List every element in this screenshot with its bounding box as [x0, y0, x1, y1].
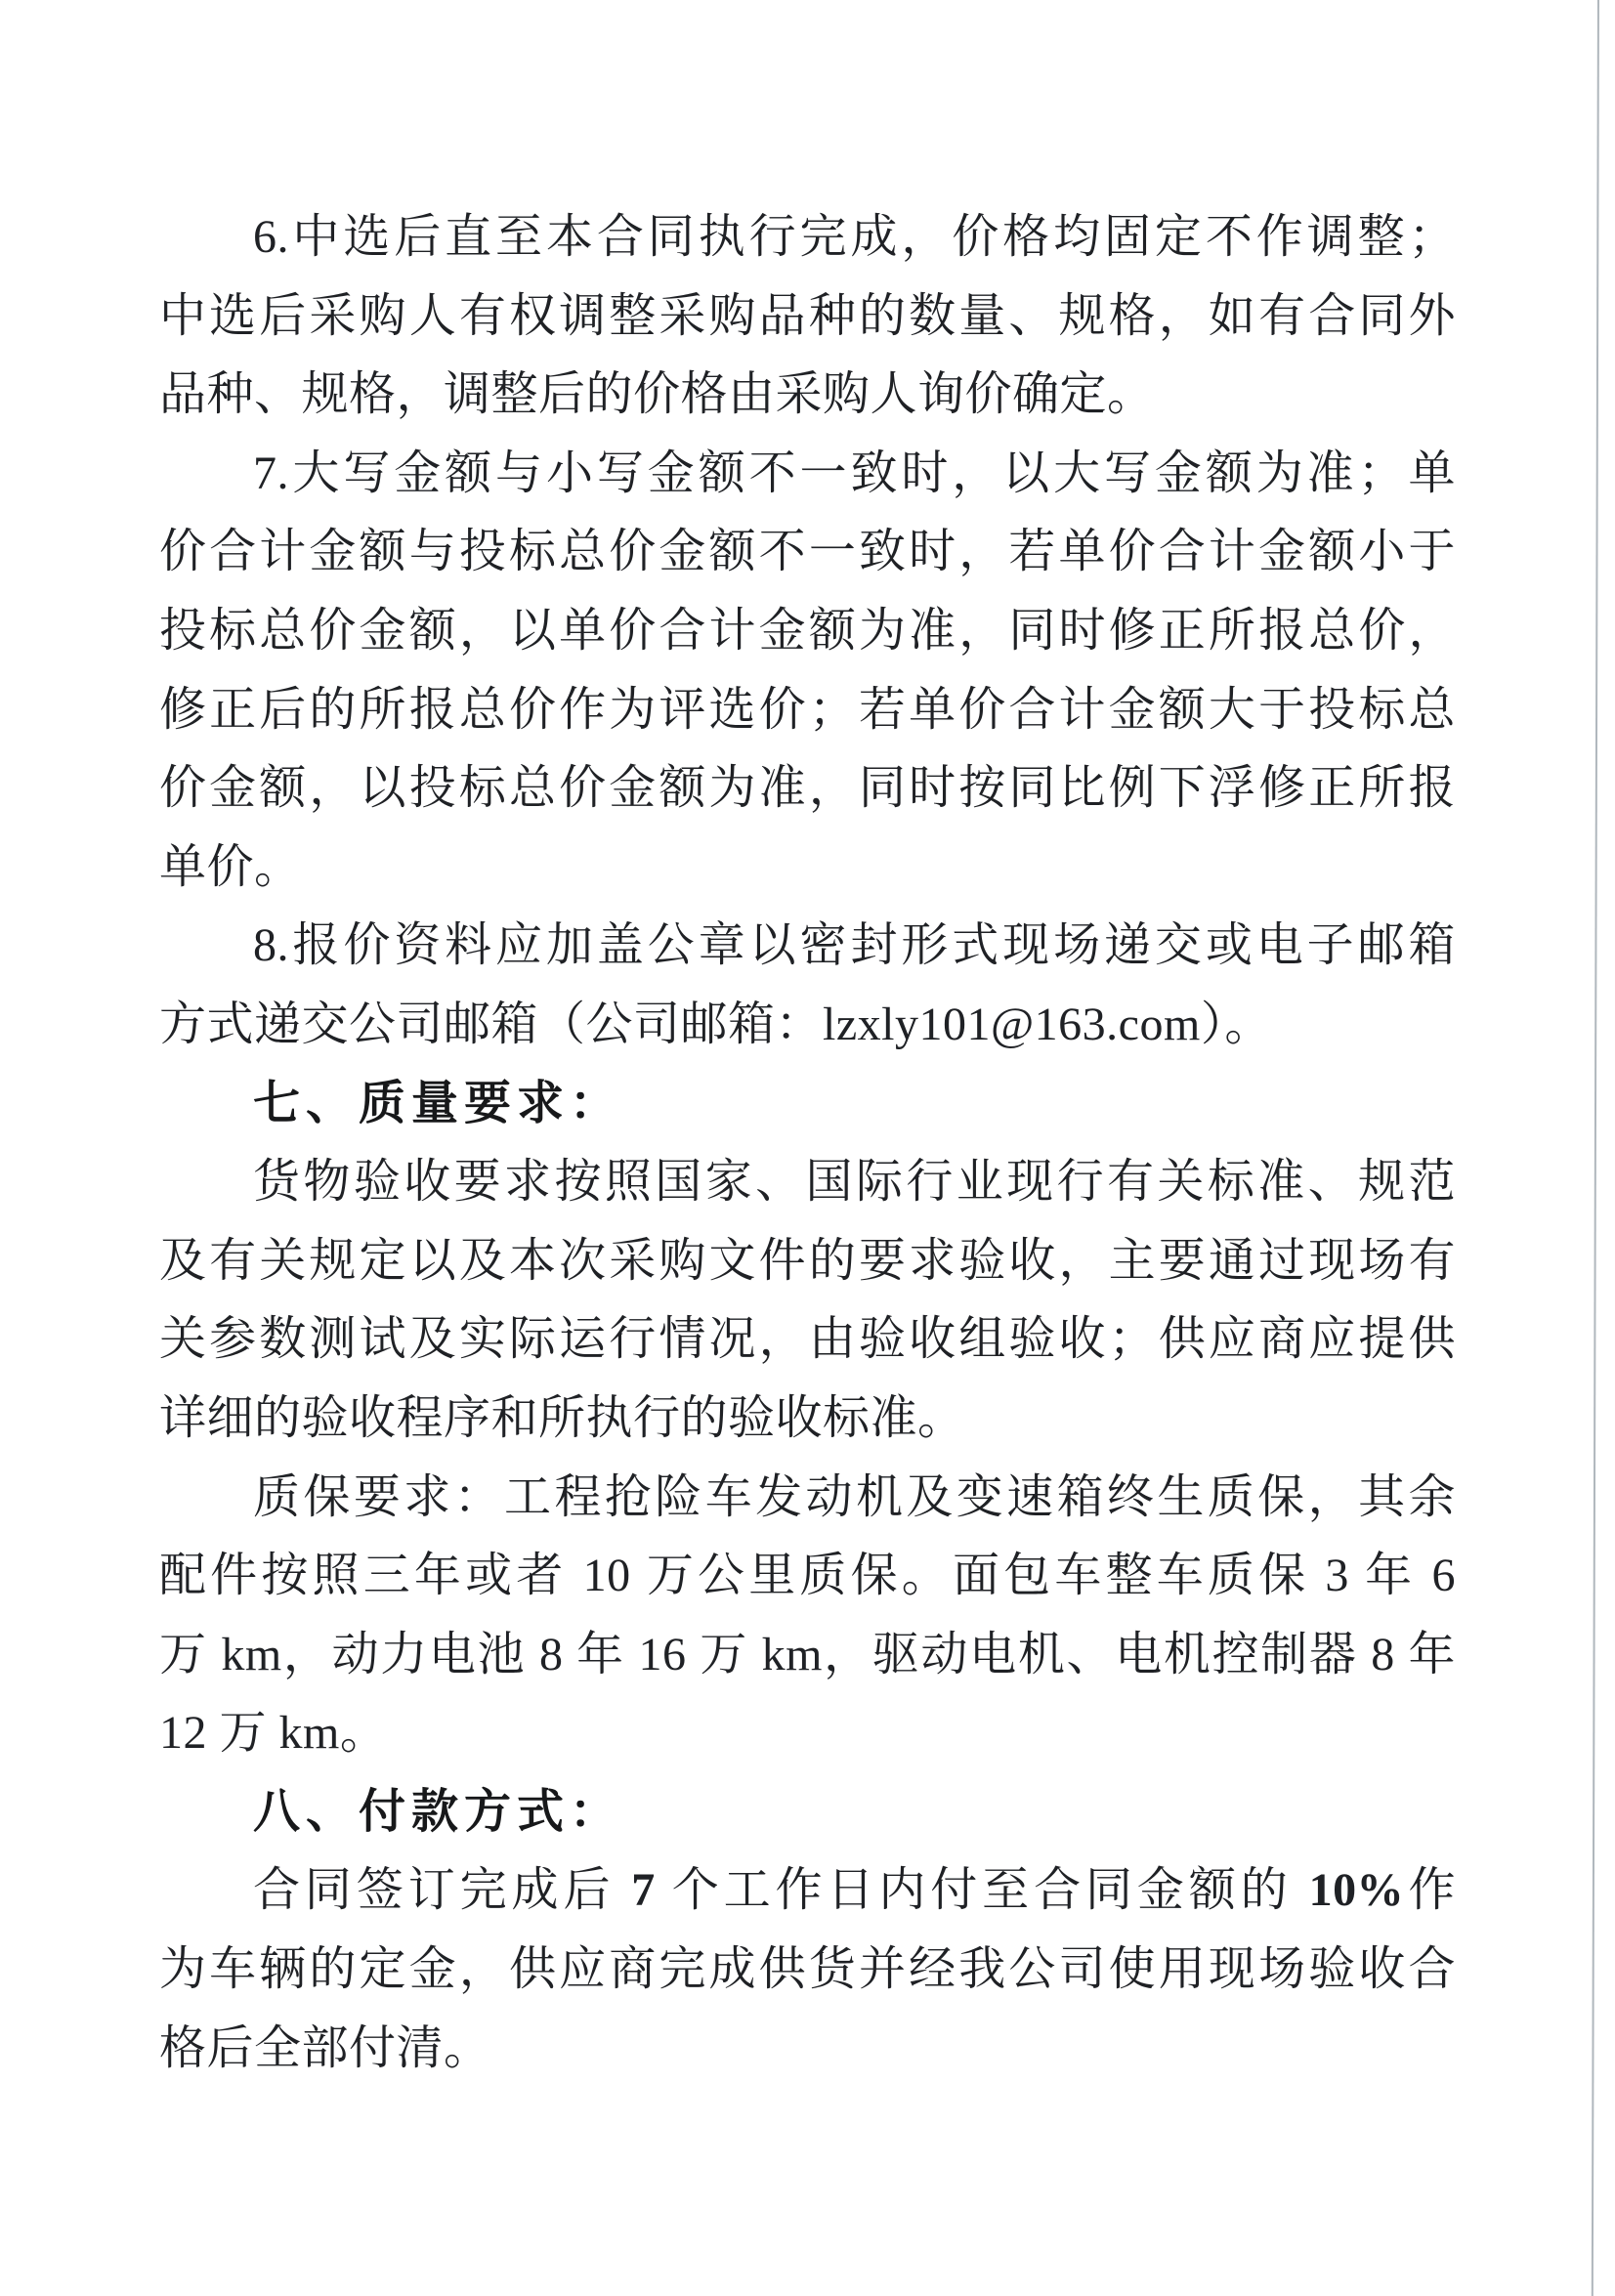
warranty-para-line-1: 质保要求：工程抢险车发动机及变速箱终生质保，其余	[253, 1470, 1456, 1523]
clause-6-line-2: 中选后采购人有权调整采购品种的数量、规格，如有合同外	[159, 289, 1456, 342]
payment-text-part-1: 合同签订完成后	[253, 1864, 632, 1917]
payment-percent-number: 10%	[1308, 1864, 1405, 1917]
payment-para-line-1	[159, 1851, 1456, 1931]
clause-7-line-2: 价合计金额与投标总价金额不一致时，若单价合计金额小于	[159, 526, 1456, 578]
warranty-para-line-3: 万 km，动力电池 8 年 16 万 km，驱动电机、电机控制器 8 年	[159, 1628, 1456, 1680]
quality-para-1-line-3: 关参数测试及实际运行情况，由验收组验收；供应商应提供	[159, 1313, 1456, 1366]
clause-8-line-1: 8.报价资料应加盖公章以密封形式现场递交或电子邮箱	[253, 919, 1456, 972]
quality-para-1-line-4: 详细的验收程序和所执行的验收标准。	[159, 1391, 965, 1444]
heading-payment-terms: 八、付款方式：	[253, 1785, 623, 1838]
clause-7-line-4: 修正后的所报总价作为评选价；若单价合计金额大于投标总	[159, 683, 1456, 736]
quality-para-1-line-1: 货物验收要求按照国家、国际行业现行有关标准、规范	[253, 1156, 1456, 1209]
clause-7-line-3: 投标总价金额，以单价合计金额为准，同时修正所报总价，	[159, 604, 1456, 657]
heading-quality-requirements: 七、质量要求：	[253, 1077, 623, 1129]
clause-7-line-1: 7.大写金额与小写金额不一致时，以大写金额为准；单	[253, 446, 1456, 499]
payment-days-number: 7	[631, 1864, 656, 1917]
clause-7-line-6: 单价。	[159, 840, 302, 893]
warranty-para-line-4: 12 万 km。	[159, 1707, 388, 1760]
payment-para-line-3: 格后全部付清。	[159, 2021, 491, 2074]
payment-text-part-2: 个工作日内付至合同金额的	[655, 1864, 1309, 1917]
warranty-para-line-2: 配件按照三年或者 10 万公里质保。面包车整车质保 3 年 6	[159, 1550, 1456, 1602]
document-body	[159, 198, 1456, 2088]
clause-6-line-3: 品种、规格，调整后的价格由采购人询价确定。	[159, 368, 1155, 421]
clause-8-email-line: 方式递交公司邮箱（公司邮箱：lzxly101@163.com）。	[159, 998, 1272, 1050]
scan-edge-artifact	[1592, 0, 1599, 2296]
payment-text-part-3: 作	[1404, 1864, 1456, 1917]
quality-para-1-line-2: 及有关规定以及本次采购文件的要求验收，主要通过现场有	[159, 1234, 1456, 1287]
clause-7-line-5: 价金额，以投标总价金额为准，同时按同比例下浮修正所报	[159, 762, 1456, 815]
clause-6-line-1: 6.中选后直至本合同执行完成，价格均固定不作调整；	[253, 211, 1456, 263]
payment-para-line-2: 为车辆的定金，供应商完成供货并经我公司使用现场验收合	[159, 1943, 1456, 1996]
